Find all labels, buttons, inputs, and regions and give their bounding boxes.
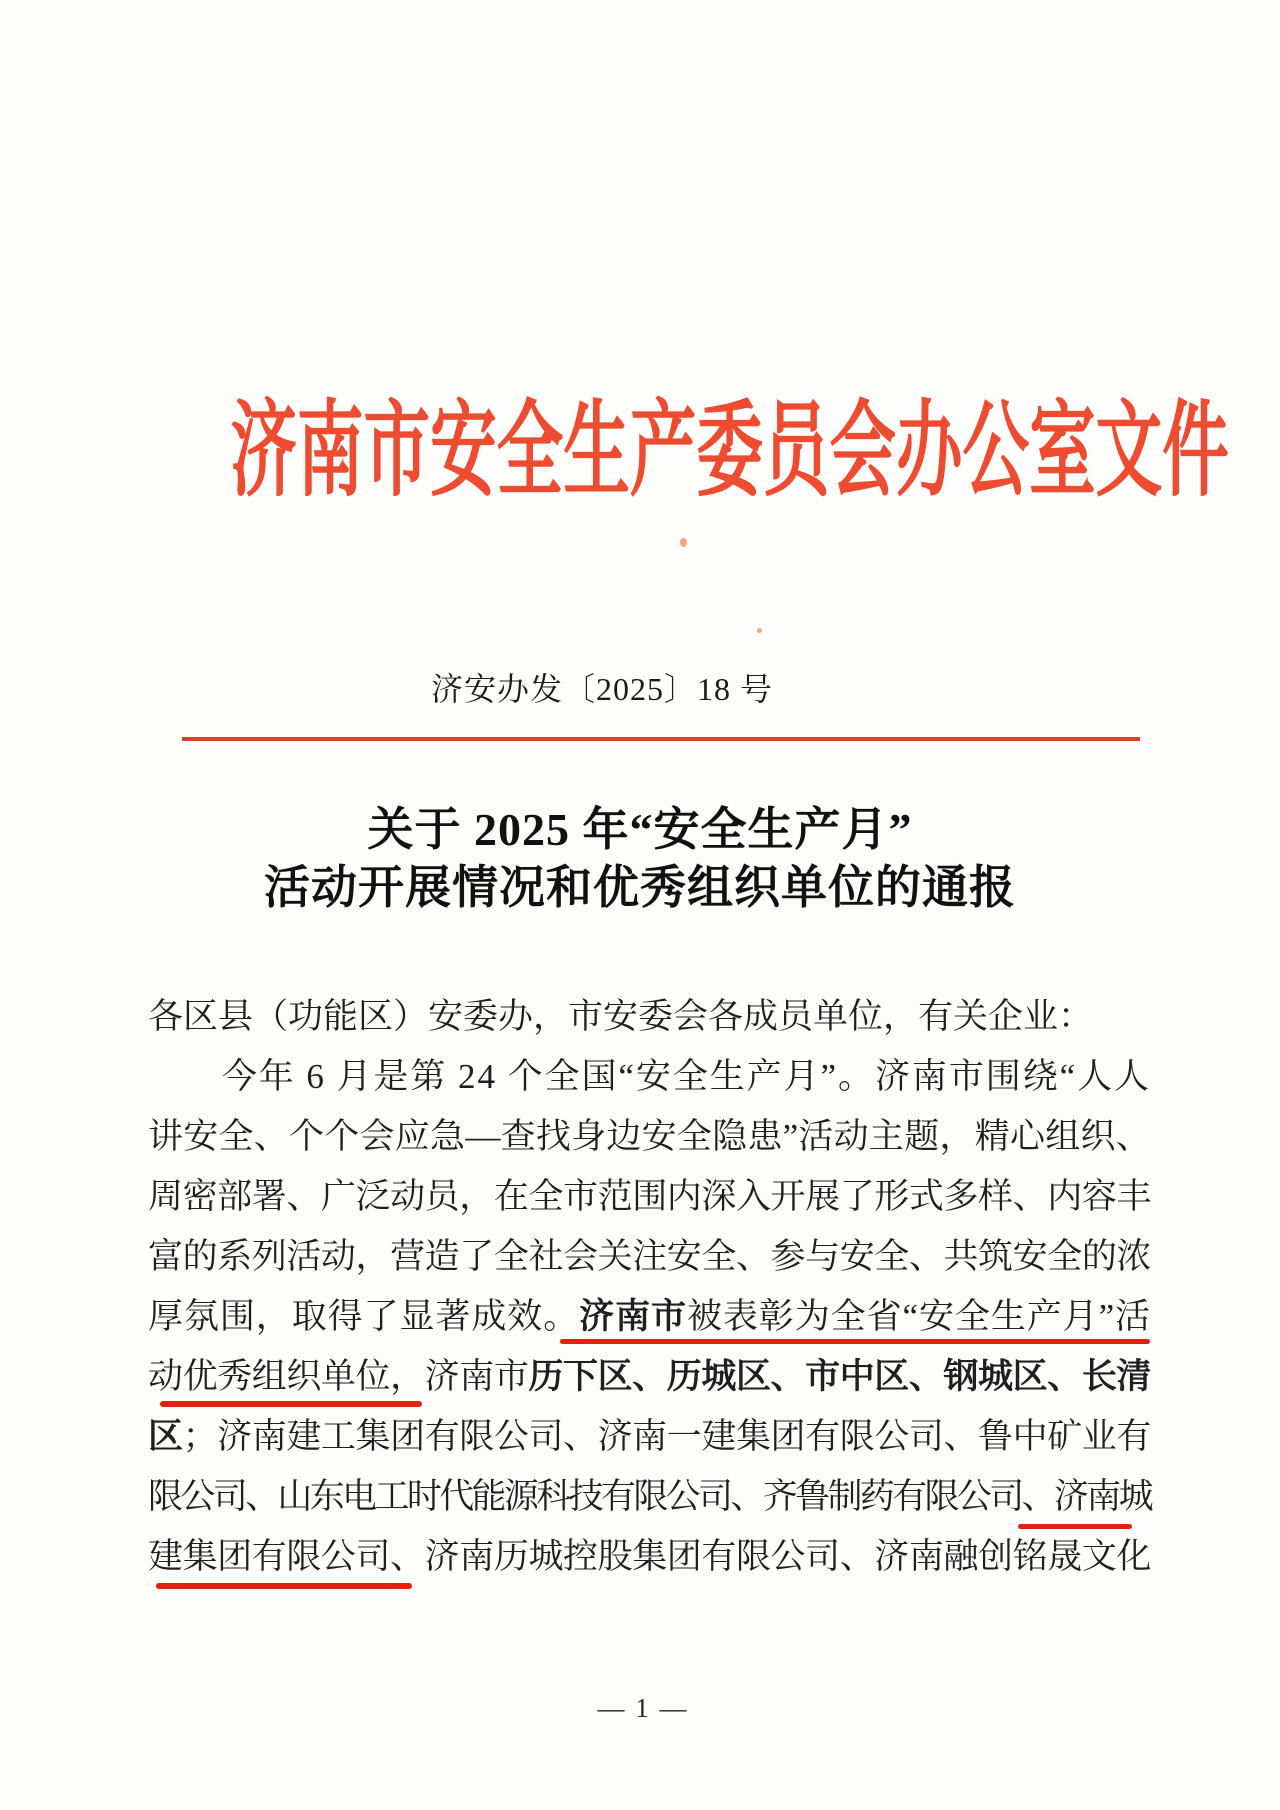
plain-text: 限公司、山东电工时代能源科技有限公司、齐鲁制药有限公司、济南城 (148, 1477, 1151, 1516)
body-line-2 (148, 1107, 1151, 1167)
plain-text: 动优秀组织单位，济南市 (148, 1357, 529, 1396)
document-title-line-2: 活动开展情况和优秀组织单位的通报 (264, 862, 1016, 913)
body-line-text (148, 1537, 1151, 1576)
plain-text: 讲安全、个个会应急—查找身边安全隐患”活动主题，精心组织、 (148, 1117, 1151, 1156)
scan-speck (757, 628, 762, 633)
body-line-7 (148, 1407, 1151, 1467)
body-line-text (148, 1477, 1151, 1516)
body-line-text (148, 1177, 1151, 1216)
bold-highlight-text: 历下区、历城区、市中区、钢城区、长清 (528, 1357, 1151, 1396)
document-number: 济安办发〔2025〕18 号 (430, 671, 773, 707)
body-paragraph-lines (148, 1047, 1151, 1587)
red-underline-annotation (156, 1583, 412, 1589)
body-line-text (148, 1057, 1151, 1096)
body-line-4 (148, 1227, 1151, 1287)
red-separator-rule (182, 737, 1140, 741)
plain-text: 建集团有限公司、济南历城控股集团有限公司、济南融创铭晟文化 (148, 1537, 1151, 1576)
red-underline-annotation (560, 1339, 1150, 1344)
body-line-8 (148, 1467, 1151, 1527)
body-line-9 (148, 1527, 1151, 1587)
plain-text: 周密部署、广泛动员，在全市范围内深入开展了形式多样、内容丰 (148, 1177, 1151, 1216)
red-underline-annotation (1018, 1524, 1132, 1529)
body-line-3 (148, 1167, 1151, 1227)
plain-text: 富的系列活动，营造了全社会关注安全、参与安全、共筑安全的浓 (148, 1237, 1151, 1276)
document-body (148, 987, 1151, 1587)
plain-text: 今年 6 月是第 24 个全国“安全生产月”。济南市围绕“人人 (221, 1057, 1151, 1096)
document-title-line-1: 关于 2025 年“安全生产月” (367, 804, 913, 855)
body-line-text (148, 1417, 1151, 1456)
bold-highlight-text: 济南市 (579, 1297, 687, 1336)
red-underline-annotation (160, 1401, 422, 1407)
body-line-text (148, 1237, 1151, 1276)
scan-speck (680, 538, 687, 547)
page-number: — 1 — (597, 1693, 689, 1723)
body-line-6 (148, 1347, 1151, 1407)
document-title (0, 801, 1280, 917)
document-masthead: 济南市安全生产委员会办公室文件 (230, 394, 1229, 509)
bold-highlight-text: 区 (148, 1417, 183, 1456)
plain-text: ；济南建工集团有限公司、济南一建集团有限公司、鲁中矿业有 (182, 1417, 1151, 1456)
plain-text: 被表彰为全省“安全生产月”活 (686, 1297, 1151, 1336)
body-line-text (148, 1357, 1151, 1396)
salutation-line (148, 987, 1151, 1047)
body-line-5 (148, 1287, 1151, 1347)
body-line-text (148, 1117, 1151, 1156)
plain-text: 厚氛围，取得了显著成效。 (148, 1297, 580, 1336)
salutation-text: 各区县（功能区）安委办，市安委会各成员单位，有关企业： (148, 997, 1094, 1036)
body-line-text (148, 1297, 1151, 1336)
body-line-1 (148, 1047, 1151, 1107)
